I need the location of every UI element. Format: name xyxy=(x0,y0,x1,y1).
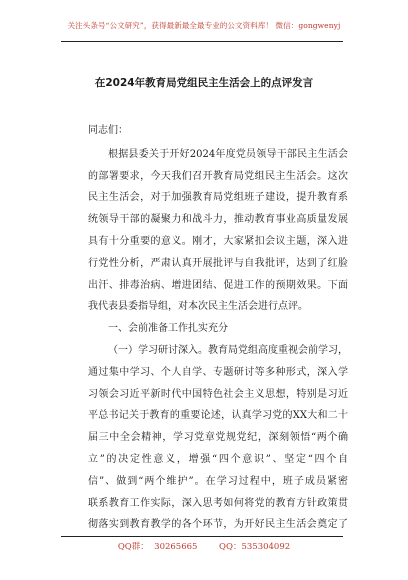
body-line: 根据县委关于开好2024年度党员领导干部民主生活会 xyxy=(108,148,348,160)
header-divider xyxy=(61,41,343,42)
salutation: 同志们： xyxy=(88,125,128,136)
body-line: 的部署要求，今天我们召开教育局党组民主生活会。这次 xyxy=(88,170,348,182)
footer-note: QQ群： 30265665 QQ：535304092 xyxy=(117,542,291,552)
body-line: 信”、做到“两个维护”。在学习过程中，班子成员紧密 xyxy=(88,475,348,487)
header-note: 关注头条号“公文研究”，获得最新最全最专业的公文资料库！ 微信：gongwenyj xyxy=(67,21,341,30)
body-line: 民主生活会，对于加强教育局党组班子建设，提升教育系 xyxy=(88,192,348,204)
body-line: 届三中全会精神，学习党章党规党纪，深刻领悟“两个确 xyxy=(88,432,348,444)
body-line: 统领导干部的凝聚力和战斗力，推动教育事业高质量发展 xyxy=(88,214,348,226)
body-line: 联系教育工作实际，深入思考如何将党的教育方针政策贯 xyxy=(88,497,348,509)
body-line: 通过集中学习、个人自学、专题研讨等多种形式，深入学 xyxy=(88,366,348,378)
footer-divider xyxy=(61,536,343,537)
body-line: 具有十分重要的意义。刚才，大家紧扣会议主题，深入进 xyxy=(88,235,348,247)
body-line: 习领会习近平新时代中国特色社会主义思想，特别是习近 xyxy=(88,388,348,400)
body-line: 彻落实到教育教学的各个环节，为开好民主生活会奠定了 xyxy=(88,519,348,531)
document-title: 在2024年教育局党组民主生活会上的点评发言 xyxy=(94,77,314,89)
document-body xyxy=(88,120,348,536)
body-line: 我代表县委指导组，对本次民主生活会进行点评。 xyxy=(88,301,308,313)
body-line: （一）学习研讨深入。教育局党组高度重视会前学习， xyxy=(108,344,348,356)
body-line: 出汗、排毒治病、增进团结、促进工作的预期效果。下面 xyxy=(88,279,348,291)
body-line: 行党性分析，严肃认真开展批评与自我批评，达到了红脸 xyxy=(88,257,348,269)
body-line: 平总书记关于教育的重要论述，认真学习党的XX大和二十 xyxy=(88,410,348,422)
body-line: 立”的决定性意义，增强“四个意识”、坚定“四个自 xyxy=(88,453,348,465)
section-heading: 一、会前准备工作扎实充分 xyxy=(108,323,228,335)
